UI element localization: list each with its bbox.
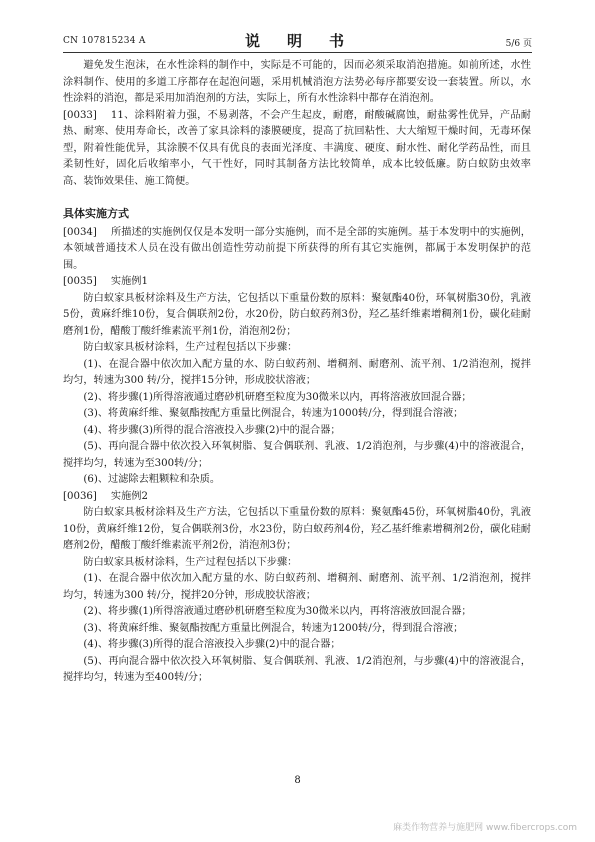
embodiment-1-step: (5)、再向混合器中依次投入环氧树脂、复合偶联剂、乳液、1/2消泡剂，与步骤(4)中的溶液混合，搅拌均匀，转速为至300转/分；: [63, 441, 531, 469]
embodiment-1-step: (1)、在混合器中依次加入配方量的水、防白蚁药剂、增稠剂、耐磨剂、流平剂、1/2消泡剂，搅拌均匀，转速为300 转/分，搅拌15分钟，形成胶状溶液；: [63, 358, 531, 386]
paragraph-text: 11、涂料附着力强，不易剥落，不会产生起皮，耐磨，耐酸碱腐蚀，耐盐雾性优异，产品耐热、耐寒、使用寿命长，改善了家具涂料的漆膜硬度，提高了抗回粘性、大大缩短干燥时间，无毒环保型，附着性能优异，其涂膜不仅具有优良的表面光泽度、丰满度、硬度、耐水性、耐化学药品性，而且柔韧性好，固化后收缩率小，气干性好，同时其制备方法比较简单，成本比较低廉。防白蚁防虫效率高、装饰效果佳、施工简便。: [63, 109, 531, 187]
embodiment-1-step: (3)、将黄麻纤维、聚氨酯按配方重量比例混合，转速为1000转/分，得到混合溶液；: [83, 408, 464, 419]
page-header: [63, 30, 532, 50]
continuation-paragraph: 避免发生泡沫，在水性涂料的制作中，实际是不可能的，因而必须采取消泡措施。如前所述，水性涂料制作、使用的多道工序都存在起泡问题，采用机械消泡方法势必每序都要安设一套装置。所以，水性涂料的消泡，都是采用加消泡剂的方法，实际上，所有水性涂料中都存在消泡剂。: [63, 60, 531, 104]
embodiment-1-step: (2)、将步骤(1)所得溶液通过磨砂机研磨至粒度为30微米以内，再将溶液放回混合器；: [83, 391, 472, 403]
document-title: 说 明 书: [244, 32, 350, 50]
paragraph-id: [0036]: [63, 490, 97, 502]
embodiment-2-process-intro: 防白蚁家具板材涂料，生产过程包括以下步骤：: [83, 556, 298, 568]
embodiment-2-step: (4)、将步骤(3)所得的混合溶液投入步骤(2)中的混合器；: [83, 639, 341, 650]
header-divider: [63, 52, 532, 53]
page-indicator: 5/6 页: [505, 39, 532, 49]
embodiment-title: 实施例2: [110, 490, 148, 502]
paragraph-id: [0033]: [63, 109, 97, 121]
paragraph-id: [0034]: [63, 226, 97, 238]
embodiment-1-process-intro: 防白蚁家具板材涂料，生产过程包括以下步骤：: [83, 342, 298, 353]
embodiment-1-composition: 防白蚁家具板材涂料及生产方法，它包括以下重量份数的原料：聚氨酯40份，环氧树脂30份，乳液5份，黄麻纤维10份，复合偶联剂2份，水20份，防白蚁药剂3份，羟乙基纤维素增稠剂1份，碳化硅耐磨剂1份，醋酸丁酸纤维素流平剂1份，消泡剂2份；: [63, 292, 531, 337]
patent-number: CN 107815234 A: [63, 36, 146, 46]
document-body: [63, 58, 531, 687]
embodiment-1-step: (6)、过滤除去粗颗粒和杂质。: [83, 474, 221, 485]
paragraph-text: 所描述的实施例仅仅是本发明一部分实施例，而不是全部的实施例。基于本发明中的实施例，本领域普通技术人员在没有做出创造性劳动前提下所获得的所有其它实施例，都属于本发明保护的范围。: [63, 226, 531, 271]
page-number: 8: [294, 775, 301, 786]
paragraph-0033: [63, 108, 531, 191]
paragraph-0034: [63, 225, 531, 275]
embodiment-2-composition: 防白蚁家具板材涂料及生产方法，它包括以下重量份数的原料：聚氨酯45份，环氧树脂40份，乳液10份，黄麻纤维12份，复合偶联剂3份，水23份，防白蚁药剂4份，羟乙基纤维素增稠剂2份，碳化硅耐磨剂2份，醋酸丁酸纤维素流平剂2份，消泡剂3份；: [63, 507, 531, 551]
paragraph-id: [0035]: [63, 276, 97, 287]
embodiment-1-step: (4)、将步骤(3)所得的混合溶液投入步骤(2)中的混合器；: [83, 424, 341, 436]
paragraph-0035-title: [63, 274, 531, 291]
embodiment-2-step: (5)、再向混合器中依次投入环氧树脂、复合偶联剂、乳液、1/2消泡剂，与步骤(4)中的溶液混合，搅拌均匀，转速为至400转/分；: [63, 655, 531, 683]
embodiment-2-step: (2)、将步骤(1)所得溶液通过磨砂机研磨至粒度为30微米以内，再将溶液放回混合器；: [83, 606, 472, 617]
embodiment-2-step: (1)、在混合器中依次加入配方量的水、防白蚁药剂、增稠剂、耐磨剂、流平剂、1/2消泡剂，搅拌均匀，转速为300 转/分，搅拌20分钟，形成胶状溶液；: [63, 573, 531, 601]
embodiment-2-step: (3)、将黄麻纤维、聚氨酯按配方重量比例混合，转速为1200转/分，得到混合溶液；: [83, 622, 464, 634]
embodiment-title: 实施例1: [110, 276, 148, 287]
section-heading: 具体实施方式: [63, 207, 129, 220]
site-watermark: 麻类作物营养与施肥网 www.fibercrops.com: [393, 823, 577, 833]
paragraph-0036-title: [63, 489, 531, 506]
